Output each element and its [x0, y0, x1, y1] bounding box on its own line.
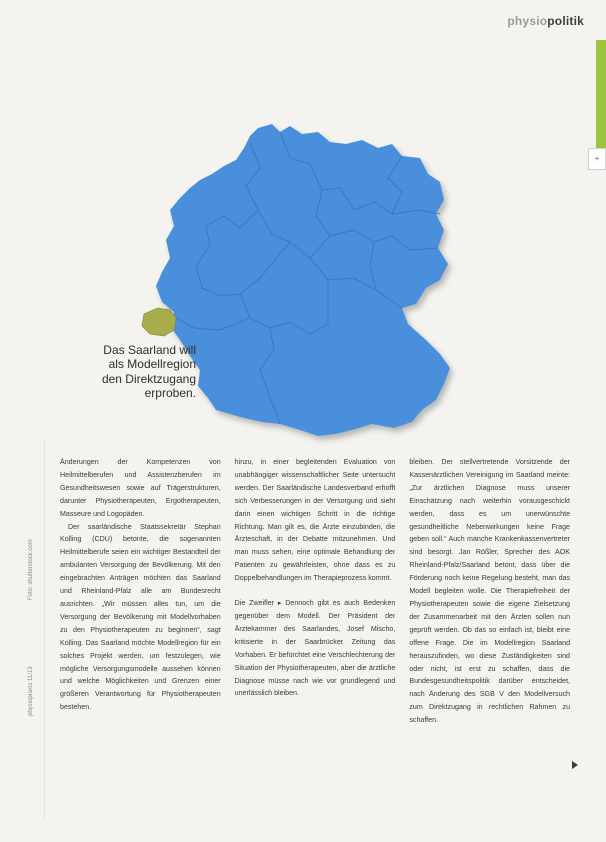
side-tab: + — [588, 148, 606, 170]
paragraph: Änderungen der Kompetenzen von Heilmittelberufen und Assistenzberufen im Gesundheitswesen sowie auf Trägerstrukturen, darunter Physiotherapeuten, Ergotherapeuten, Masseure und Logopäden. — [60, 458, 221, 518]
article-body — [60, 456, 570, 796]
green-margin-strip — [596, 40, 606, 148]
photo-credit: Foto: shutterstock.com — [28, 539, 34, 600]
article-column-1 — [60, 456, 221, 796]
paragraph: Die Zweifler ▸ Dennoch gibt es auch Bedenken gegenüber dem Modell. Der Präsident der Ärztekammer des Saarlandes, Josef Mischo, kritisierte in der Saarbrücker Zeitung das Vorhaben. Er befürchtet eine Verschlechterung der Situation der Physiotherapeuten, aber die ärztliche Diagnose müsse nach wie vor grundlegend und unerlässlich bleiben. — [234, 599, 396, 698]
article-column-3 — [409, 456, 570, 796]
saarland-region — [142, 308, 176, 336]
brand-politik: politik — [547, 14, 584, 28]
caption-line-1: Das Saarland will — [103, 343, 196, 357]
page-fold-shadow — [44, 440, 45, 820]
caption-line-2: als Modellregion — [108, 357, 196, 372]
paragraph: Der saarländische Staatssekretär Stephan Kolling (CDU) betonte, die sogenannten Heilmittelberufe seien ein wichtiger Bestandteil der ambulanten Versorgung der Bevölkerung. Mit den eingebrachten Anträgen möchten das Saarland und Rheinland-Pfalz alle am Bundesrecht ausrichten. „Wir müssen alles tun, um die Versorgung der Bevölkerung mit Modellvorhaben zu den Physiotherapeuten zu beginnen“, sagt Kolling. Das Saarland möchte Modellregion für ein solches Projekt werden, um festzulegen, wie mögliche Versorgungsmodelle aussehen können und welche Möglichkeiten und Grenzen einer größeren Verantwortung für Physiotherapeuten bestehen. — [60, 522, 221, 712]
magazine-issue: physiopraxis 11/13 — [28, 666, 34, 716]
caption-line-3: den Direktzugang — [101, 371, 196, 386]
paragraph: hinzu, in einer begleitenden Evaluation von unabhängiger wissenschaftlicher Seite untersucht werden. Der Saarländische Landesverband erhofft sich Verbesserungen in der Versorgung und sieht darin einen wichtigen Schritt in die richtige Richtung. Man gilt es, die Ärzte einzubinden, die Ärzteschaft, in der Debatte mitzunehmen. Und man muss sehen, eine optimale Behandlung der Patienten zu gewährleisten, ohne dass es zu Doppelbehandlungen im Therapieprozess kommt. — [234, 458, 396, 583]
article-column-2 — [235, 456, 396, 796]
map-caption — [66, 343, 196, 401]
caption-line-4: erproben. — [144, 386, 196, 401]
brand-physio: physio — [507, 14, 548, 28]
continue-arrow-icon — [572, 761, 578, 769]
section-brand — [507, 14, 584, 28]
paragraph: bleiben. Der stellvertretende Vorsitzende der Kassenärztlichen Vereinigung im Saarland meinte: „Zur ärztlichen Diagnose muss unserer Einschätzung nach weiterhin vorausgeschickt werden, dass es um unerwünschte gesundheitliche Nebenwirkungen keine Frage geben soll.“ Auch manche Krankenkassenvertreter sind besorgt. Jan Rößler, Sprecher des AOK Rheinland-Pfalz/Saarland betont, dass über die Förderung noch keine Regelung besteht, man das Modell begleiten wolle. Die Therapiefreiheit der Physiotherapeuten sowie die eigene Zielsetzung der Zusammenarbeit mit den Ärzten sollen nun geprüft werden. Ob das so einfach ist, bleibt eine offene Frage. Die im Modellregion Saarland herauszufinden, wo diese Zuständigkeiten sind oder nicht, ist erst zu schaffen, dass die Bundesgesundheitspolitik darüber entscheidet, nach Änderung des SGB V den Modellversuch zum Direktzugang in rechtlichen Rahmen zu schaffen. — [409, 458, 571, 725]
